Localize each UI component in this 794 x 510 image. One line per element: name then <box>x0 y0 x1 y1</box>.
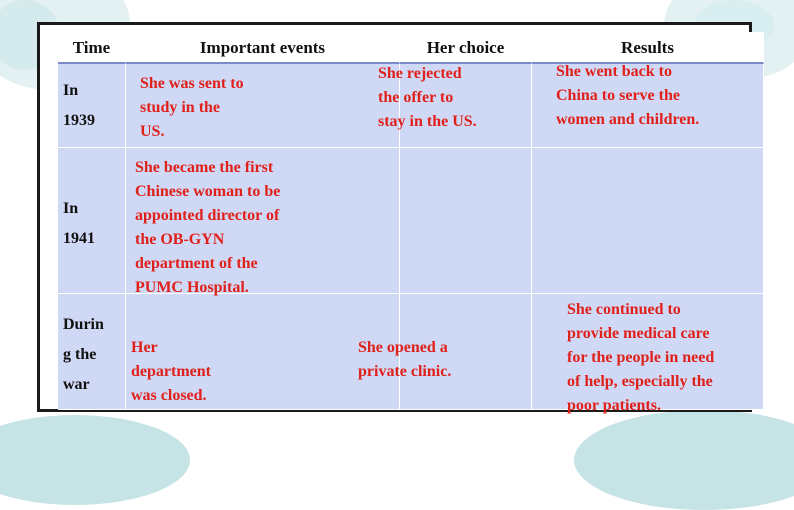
row-3-event-text: Her department was closed. <box>131 339 211 404</box>
row-3-choice-text: She opened a private clinic. <box>358 339 452 380</box>
header-cell-choice <box>400 32 532 64</box>
row-1-result-text: She went back to China to serve the women and children. <box>556 63 700 128</box>
decor-wave <box>0 415 190 505</box>
row-1-time: In 1939 <box>63 82 95 129</box>
decor-wave <box>574 410 794 510</box>
row-2-event-text: She became the first Chinese woman to be appointed director of the OB-GYN department of the PUMC Hospital. <box>135 159 281 296</box>
header-her-choice: Her choice <box>426 38 505 57</box>
row-3-result-text: She continued to provide medical care for the people in need of help, especially the poor patients. <box>567 301 715 414</box>
table-row-2-time <box>58 148 126 294</box>
table-row-3-time <box>58 294 126 410</box>
header-important-events: Important events <box>199 38 326 57</box>
row-1-choice-text: She rejected the offer to stay in the US. <box>378 65 477 130</box>
row-3-time: Durin g the war <box>63 316 104 393</box>
row-1-event-text: She was sent to study in the US. <box>140 75 244 140</box>
header-cell-time <box>58 32 126 64</box>
header-results: Results <box>621 38 674 57</box>
header-time: Time <box>72 38 111 57</box>
table-row-2-result <box>532 148 764 294</box>
table-row-2-choice <box>400 148 532 294</box>
header-cell-events <box>126 32 400 64</box>
table-row-1-time <box>58 64 126 148</box>
row-2-time: In 1941 <box>63 200 95 247</box>
